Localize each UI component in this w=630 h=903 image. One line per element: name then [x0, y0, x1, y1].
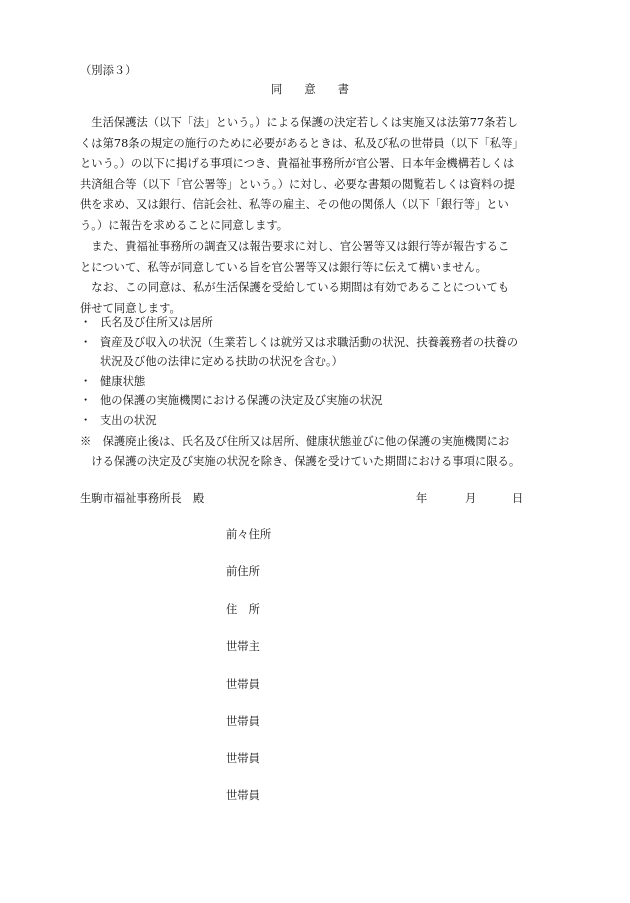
field-label-address: 住 所 — [226, 603, 260, 616]
note-line: ※ 保護廃止後は、氏名及び住所又は居所、健康状態並びに他の保護の実施機関にお — [80, 435, 510, 448]
bullet-mark: ・ — [80, 374, 92, 388]
list-item-text: 健康状態 — [100, 374, 146, 388]
paragraph-line: という。）の以下に掲げる事項につき、貴福祉事務所が官公署、日本年金機構若しくは — [80, 157, 515, 171]
field-label-household-member: 世帯員 — [226, 789, 260, 802]
annex-label: （別添３） — [80, 64, 137, 77]
field-label-household-head: 世帯主 — [226, 640, 260, 653]
field-label-household-member: 世帯員 — [226, 715, 260, 728]
list-item-text: 支出の状況 — [100, 413, 157, 427]
title-char-2: 意 — [304, 83, 316, 96]
addressee: 生駒市福祉事務所長 殿 — [80, 492, 205, 505]
bullet-mark: ・ — [80, 316, 92, 329]
field-label-household-member: 世帯員 — [226, 678, 260, 691]
date-year-label: 年 — [416, 492, 428, 505]
bullet-mark: ・ — [80, 413, 92, 427]
paragraph-1 — [80, 113, 550, 237]
list-item — [80, 372, 560, 392]
paragraph-2 — [80, 237, 550, 278]
date-day-label: 日 — [512, 492, 524, 505]
bullet-mark: ・ — [80, 335, 92, 349]
paragraph-line: とについて、私等が同意している旨を官公署等又は銀行等に伝えて構いません。 — [80, 260, 487, 274]
paragraph-line: う。）に報告を求めることに同意します。 — [80, 218, 289, 232]
list-item — [80, 391, 560, 411]
field-label-household-member: 世帯員 — [226, 752, 260, 765]
paragraph-line: 共済組合等（以下「官公署等」という。）に対し、必要な書類の閲覧若しくは資料の提 — [80, 177, 515, 191]
paragraph-line: くは第78条の規定の施行のために必要があるときは、私及び私の世帯員（以下「私等」 — [80, 136, 524, 150]
list-item-text: 氏名及び住所又は居所 — [100, 316, 213, 329]
note — [80, 432, 520, 472]
paragraph-line: また、貴福祉事務所の調査又は報告要求に対し、官公署等又は銀行等が報告するこ — [80, 240, 510, 253]
document-title — [271, 81, 349, 97]
list-item-text: 資産及び収入の状況（生業若しくは就労又は求職活動の状況、扶養義務者の扶養の — [100, 335, 518, 349]
field-label-previous-address: 前住所 — [226, 565, 260, 578]
paragraph-line: なお、この同意は、私が生活保護を受給している期間は有効であることについても — [80, 281, 510, 294]
list-item-text: 他の保護の実施機関における保護の決定及び実施の状況 — [100, 394, 383, 407]
list-item-text: 状況及び他の法律に定める扶助の状況を含む。） — [100, 355, 343, 368]
note-line: ける保護の決定及び実施の状況を除き、保護を受けていた期間における事項に限る。 — [80, 455, 521, 468]
list-item — [80, 313, 560, 333]
consent-item-list — [80, 313, 560, 430]
paragraph-line: 生活保護法（以下「法」という。）による保護の決定若しくは実施又は法第77条若し — [80, 116, 519, 129]
date-month-label: 月 — [465, 492, 477, 505]
bullet-mark: ・ — [80, 394, 92, 407]
title-char-1: 同 — [271, 83, 283, 96]
paragraph-line: 併せて同意します。 — [80, 301, 181, 315]
list-item — [80, 333, 560, 372]
list-item — [80, 411, 560, 431]
paragraph-line: 供を求め、又は銀行、信託会社、私等の雇主、その他の関係人（以下「銀行等」とい — [80, 198, 509, 212]
title-char-3: 書 — [337, 83, 349, 96]
field-label-previous-previous-address: 前々住所 — [226, 528, 272, 541]
